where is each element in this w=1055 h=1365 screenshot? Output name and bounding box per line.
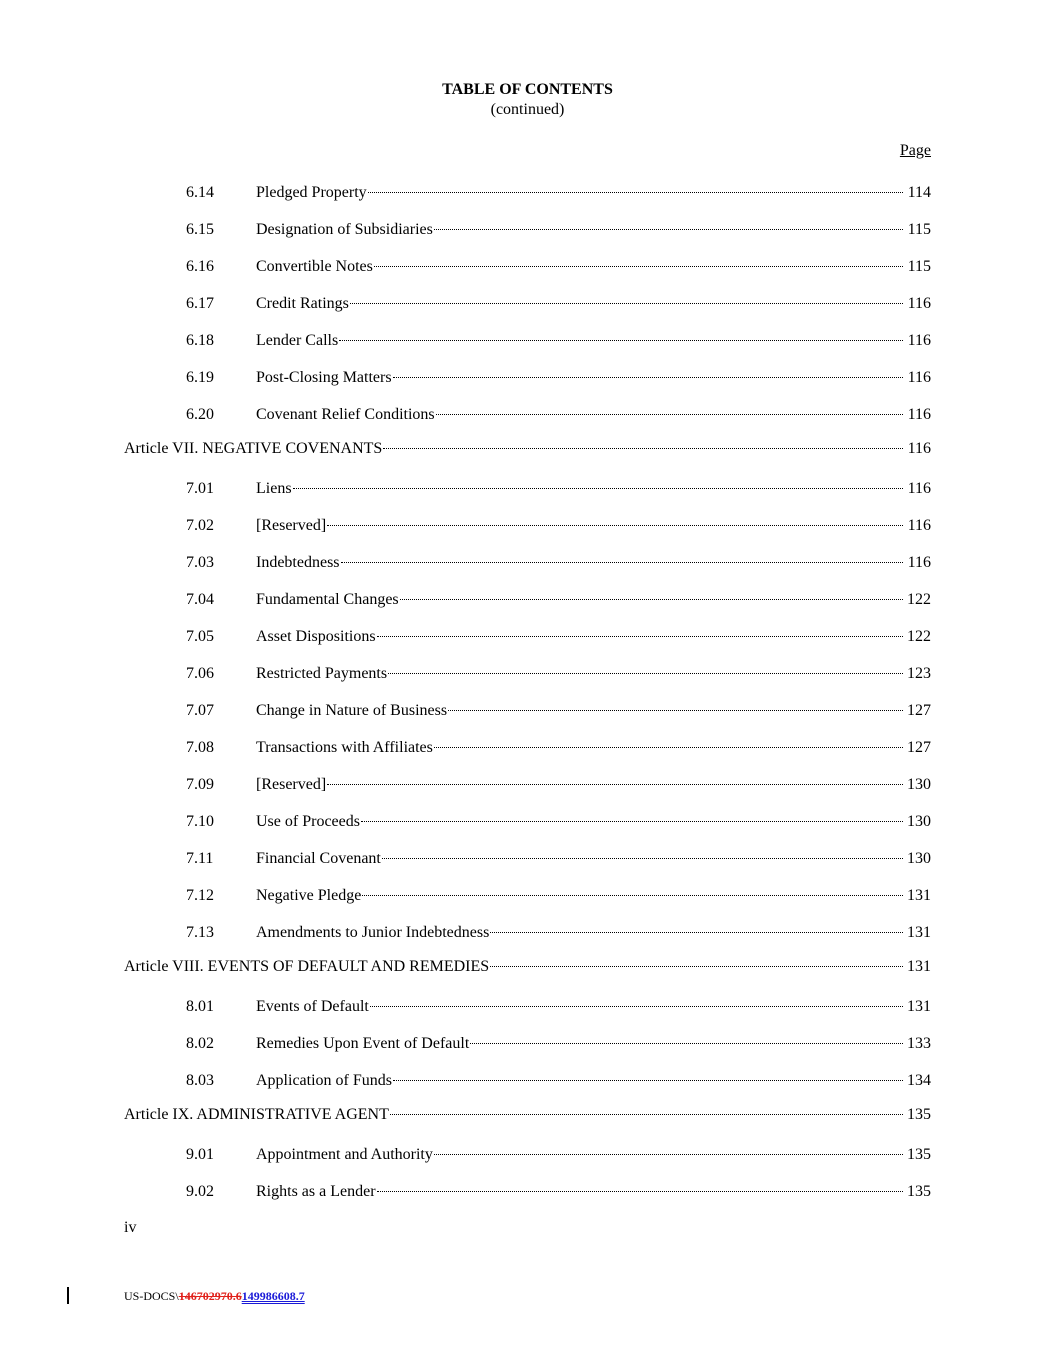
- doc-id-deleted: 146702970.6: [178, 1289, 242, 1303]
- toc-article-row[interactable]: [0, 434, 1055, 471]
- toc-page-number: 131: [907, 887, 931, 904]
- dot-leader: [377, 1191, 903, 1192]
- toc-entry-line: [186, 627, 931, 647]
- toc-section-number: 8.01: [186, 998, 214, 1015]
- doc-id-prefix: US-DOCS\: [124, 1289, 179, 1303]
- toc-section-row[interactable]: [0, 656, 1055, 693]
- toc-section-title: Fundamental Changes: [256, 591, 399, 608]
- toc-section-row[interactable]: [0, 1174, 1055, 1211]
- toc-entry-line: [186, 812, 931, 832]
- toc-page-number: 114: [907, 184, 931, 201]
- toc-entry-line: [186, 1034, 931, 1054]
- toc-entry-line: [186, 553, 931, 573]
- toc-section-title: Asset Dispositions: [256, 628, 376, 645]
- toc-section-number: 7.05: [186, 628, 214, 645]
- toc-section-number: 7.10: [186, 813, 214, 830]
- toc-entry-line: [186, 331, 931, 351]
- toc-entry-line: [186, 775, 931, 795]
- dot-leader: [361, 821, 903, 822]
- toc-page-number: 116: [907, 517, 931, 534]
- toc-article-row[interactable]: [0, 1100, 1055, 1137]
- toc-page-number: 116: [907, 406, 931, 423]
- toc-section-number: 6.17: [186, 295, 214, 312]
- toc-section-number: 7.03: [186, 554, 214, 571]
- toc-entry-line: [186, 479, 931, 499]
- toc-section-number: 9.02: [186, 1183, 214, 1200]
- toc-entry-line: [186, 886, 931, 906]
- dot-leader: [362, 895, 903, 896]
- toc-section-title: Application of Funds: [256, 1072, 392, 1089]
- dot-leader: [339, 340, 903, 341]
- toc-section-number: 9.01: [186, 1146, 214, 1163]
- toc-section-title: Lender Calls: [256, 332, 339, 349]
- toc-section-row[interactable]: [0, 360, 1055, 397]
- toc-section-row[interactable]: [0, 804, 1055, 841]
- toc-list: [0, 175, 1055, 1211]
- dot-leader: [370, 1006, 903, 1007]
- toc-section-row[interactable]: [0, 841, 1055, 878]
- dot-leader: [393, 1080, 903, 1081]
- toc-section-row[interactable]: [0, 989, 1055, 1026]
- toc-section-row[interactable]: [0, 878, 1055, 915]
- toc-page-number: 116: [907, 480, 931, 497]
- dot-leader: [383, 448, 903, 449]
- toc-page-number: 122: [907, 628, 931, 645]
- toc-section-number: 7.01: [186, 480, 214, 497]
- change-bar: [67, 1287, 69, 1304]
- toc-section-title: Post-Closing Matters: [256, 369, 392, 386]
- toc-entry-line: [186, 516, 931, 536]
- toc-section-row[interactable]: [0, 582, 1055, 619]
- toc-entry-line: [186, 590, 931, 610]
- page-column-label: [860, 141, 931, 161]
- toc-entry-line: [186, 183, 931, 203]
- toc-page-number: 115: [907, 258, 931, 275]
- toc-entry-line: [186, 849, 931, 869]
- toc-section-title: Amendments to Junior Indebtedness: [256, 924, 490, 941]
- toc-entry-line: [186, 405, 931, 425]
- toc-section-row[interactable]: [0, 1026, 1055, 1063]
- toc-section-number: 7.12: [186, 887, 214, 904]
- dot-leader: [434, 1154, 903, 1155]
- toc-page-number: 116: [907, 295, 931, 312]
- toc-section-title: [Reserved]: [256, 517, 327, 534]
- toc-section-row[interactable]: [0, 619, 1055, 656]
- toc-section-row[interactable]: [0, 175, 1055, 212]
- footer-doc-id: [124, 1288, 305, 1304]
- toc-page-number: 123: [907, 665, 931, 682]
- toc-section-number: 7.11: [186, 850, 214, 867]
- dot-leader: [327, 784, 903, 785]
- dot-leader: [393, 377, 903, 378]
- page-column-label-text: Page: [899, 142, 931, 159]
- toc-entry-line: [186, 701, 931, 721]
- toc-section-title: Remedies Upon Event of Default: [256, 1035, 470, 1052]
- toc-section-title: Restricted Payments: [256, 665, 388, 682]
- toc-section-title: Pledged Property: [256, 184, 367, 201]
- toc-subtitle: (continued): [490, 101, 565, 118]
- dot-leader: [377, 636, 903, 637]
- dot-leader: [388, 673, 903, 674]
- toc-page-number: 127: [907, 739, 931, 756]
- toc-section-number: 6.18: [186, 332, 214, 349]
- toc-entry-line: [186, 1182, 931, 1202]
- toc-section-title: Transactions with Affiliates: [256, 739, 433, 756]
- toc-entry-line: [124, 957, 931, 977]
- toc-section-row[interactable]: [0, 1137, 1055, 1174]
- toc-page-number: 127: [907, 702, 931, 719]
- toc-page-number: 131: [907, 924, 931, 941]
- toc-section-number: 8.03: [186, 1072, 214, 1089]
- dot-leader: [470, 1043, 903, 1044]
- toc-page-number: 134: [907, 1072, 931, 1089]
- toc-section-number: 7.13: [186, 924, 214, 941]
- toc-section-row[interactable]: [0, 212, 1055, 249]
- toc-page-number: 116: [907, 332, 931, 349]
- toc-section-title: Liens: [256, 480, 292, 497]
- toc-section-number: 7.08: [186, 739, 214, 756]
- toc-page-number: 116: [907, 369, 931, 386]
- dot-leader: [490, 966, 903, 967]
- toc-section-row[interactable]: [0, 730, 1055, 767]
- dot-leader: [374, 266, 903, 267]
- toc-page-number: 116: [907, 554, 931, 571]
- toc-section-title: Designation of Subsidiaries: [256, 221, 433, 238]
- toc-section-number: 7.04: [186, 591, 214, 608]
- toc-entry-line: [186, 664, 931, 684]
- toc-article-title: Article IX. ADMINISTRATIVE AGENT: [124, 1106, 389, 1123]
- dot-leader: [341, 562, 903, 563]
- dot-leader: [350, 303, 903, 304]
- toc-section-row[interactable]: [0, 915, 1055, 952]
- toc-section-row[interactable]: [0, 397, 1055, 434]
- dot-leader: [436, 414, 903, 415]
- toc-article-row[interactable]: [0, 952, 1055, 989]
- toc-page-number: 135: [907, 1106, 931, 1123]
- toc-section-title: Indebtedness: [256, 554, 340, 571]
- dot-leader: [434, 747, 903, 748]
- toc-section-row[interactable]: [0, 249, 1055, 286]
- toc-article-title: Article VIII. EVENTS OF DEFAULT AND REMEDIES: [124, 958, 490, 975]
- toc-section-number: 6.15: [186, 221, 214, 238]
- dot-leader: [327, 525, 903, 526]
- dot-leader: [490, 932, 903, 933]
- toc-page-number: 135: [907, 1146, 931, 1163]
- toc-section-title: Covenant Relief Conditions: [256, 406, 435, 423]
- toc-entry-line: [186, 1145, 931, 1165]
- toc-entry-line: [186, 1071, 931, 1091]
- toc-section-row[interactable]: [0, 1063, 1055, 1100]
- toc-section-title: Financial Covenant: [256, 850, 381, 867]
- toc-section-number: 6.16: [186, 258, 214, 275]
- toc-section-title: Appointment and Authority: [256, 1146, 433, 1163]
- toc-page-number: 116: [907, 440, 931, 457]
- toc-entry-line: [186, 257, 931, 277]
- toc-page-number: 131: [907, 998, 931, 1015]
- toc-section-number: 7.07: [186, 702, 214, 719]
- toc-page-number: 135: [907, 1183, 931, 1200]
- toc-section-row[interactable]: [0, 508, 1055, 545]
- toc-section-row[interactable]: [0, 286, 1055, 323]
- toc-section-title: Credit Ratings: [256, 295, 349, 312]
- toc-section-number: 6.20: [186, 406, 214, 423]
- toc-entry-line: [186, 923, 931, 943]
- dot-leader: [448, 710, 903, 711]
- dot-leader: [434, 229, 903, 230]
- toc-section-number: 8.02: [186, 1035, 214, 1052]
- toc-entry-line: [186, 368, 931, 388]
- toc-section-title: [Reserved]: [256, 776, 327, 793]
- toc-page-number: 131: [907, 958, 931, 975]
- toc-section-row[interactable]: [0, 767, 1055, 804]
- toc-section-number: 6.19: [186, 369, 214, 386]
- toc-entry-line: [186, 294, 931, 314]
- toc-section-number: 7.09: [186, 776, 214, 793]
- toc-entry-line: [124, 1105, 931, 1125]
- toc-section-row[interactable]: [0, 323, 1055, 360]
- toc-entry-line: [186, 997, 931, 1017]
- dot-leader: [382, 858, 903, 859]
- toc-article-title: Article VII. NEGATIVE COVENANTS: [124, 440, 383, 457]
- dot-leader: [368, 192, 903, 193]
- toc-section-row[interactable]: [0, 471, 1055, 508]
- toc-page-number: 130: [907, 813, 931, 830]
- toc-page-number: 115: [907, 221, 931, 238]
- toc-section-row[interactable]: [0, 545, 1055, 582]
- toc-section-row[interactable]: [0, 693, 1055, 730]
- toc-section-number: 6.14: [186, 184, 214, 201]
- toc-page-number: 133: [907, 1035, 931, 1052]
- toc-section-title: Convertible Notes: [256, 258, 373, 275]
- toc-section-title: Events of Default: [256, 998, 369, 1015]
- dot-leader: [390, 1114, 903, 1115]
- toc-section-title: Rights as a Lender: [256, 1183, 376, 1200]
- toc-section-title: Negative Pledge: [256, 887, 362, 904]
- toc-entry-line: [186, 738, 931, 758]
- footer-page-number: iv: [124, 1219, 137, 1236]
- toc-page-number: 122: [907, 591, 931, 608]
- dot-leader: [293, 488, 903, 489]
- toc-page-number: 130: [907, 850, 931, 867]
- toc-section-number: 7.06: [186, 665, 214, 682]
- toc-section-title: Change in Nature of Business: [256, 702, 448, 719]
- toc-section-title: Use of Proceeds: [256, 813, 360, 830]
- toc-entry-line: [124, 439, 931, 459]
- doc-id-inserted: 149986608.7: [241, 1289, 305, 1303]
- dot-leader: [400, 599, 903, 600]
- toc-entry-line: [186, 220, 931, 240]
- toc-section-number: 7.02: [186, 517, 214, 534]
- toc-page-number: 130: [907, 776, 931, 793]
- toc-title: TABLE OF CONTENTS: [442, 81, 613, 98]
